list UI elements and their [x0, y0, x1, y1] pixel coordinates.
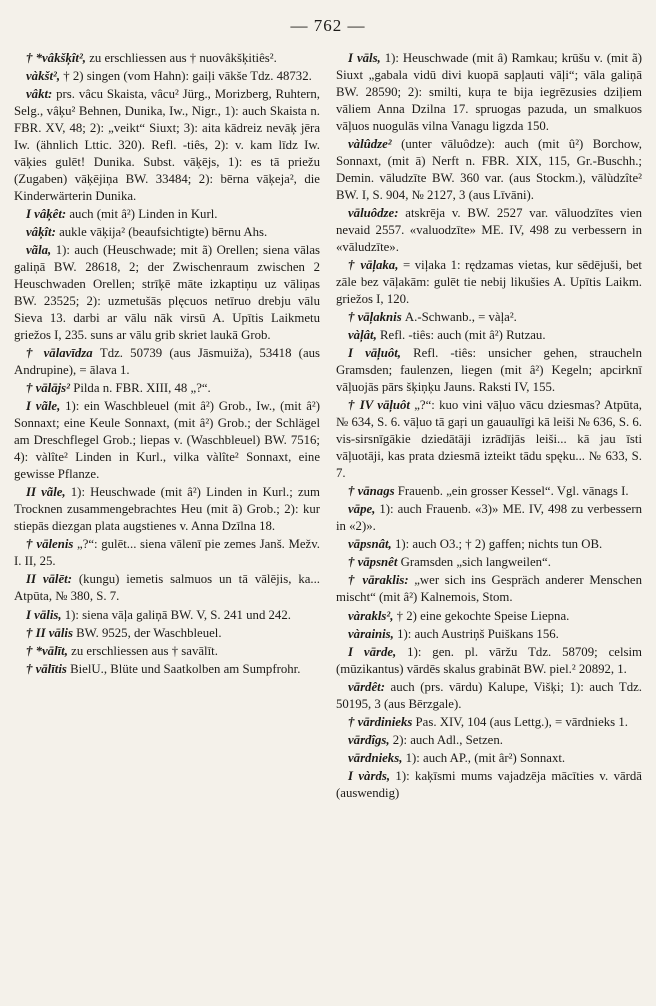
dictionary-entry [14, 242, 320, 344]
dictionary-entry [14, 345, 320, 379]
dictionary-entry [336, 536, 642, 553]
dictionary-entry [14, 224, 320, 241]
entry-text: „?“: gulēt... siena vālenī pie zemes Janš. Mežv. I. II, 25. [14, 537, 320, 569]
entry-headword: † vāpsnêt [348, 555, 401, 570]
dictionary-entry [14, 86, 320, 205]
dictionary-entry [14, 625, 320, 642]
dictionary-entry [336, 679, 642, 713]
dictionary-entry [336, 626, 642, 643]
entry-headword: vārdêt: [348, 679, 391, 694]
entry-text: 1): kaķīsmi mums vajadzēja mācīties v. vārdā (auswendig) [336, 768, 642, 800]
entry-headword: I vāļuôt, [348, 346, 414, 361]
entry-text: zu erschliessen aus † nuovâkšķitiês². [89, 51, 277, 65]
dictionary-entry [336, 397, 642, 482]
dictionary-entry [336, 608, 642, 625]
entry-text: A.-Schwanb., = vàļa². [404, 310, 517, 325]
entry-headword: † vāraklis: [348, 573, 415, 588]
dictionary-entry [336, 501, 642, 535]
dictionary-entry [14, 68, 320, 85]
entry-headword: † II vālis [26, 625, 77, 640]
entry-headword: † vārdinieks [348, 714, 416, 729]
entry-headword: vàrakls², [348, 608, 397, 623]
entry-text: „?“: kuo vini vāļuo vācu dziesmas? Atpūta, № 634, S. 6. vāļuo tā gaŗi un gauaulīgi kā leiši № 636, S. 6. vis-sirsnīgākie dziedātāji izrādījās leiši... kā jau īsti vāļuotāji, kas prata dziesmā izteikt tādu spęku... № 633, S. 7. [336, 398, 642, 481]
entry-text: 1): Heuschwade (mit â) Ramkau; krūšu v. (mit ã) Siuxt „gabala vidū divi kuopā sapļauti vāļi“; vāla galiņā BW. 28590; 2): smilti, kuŗa te bija iegrēzusies dziļiem vāliem Anna Dzilna 17. spruogas pazuda, un smalkuos vāļuos nuogulās vilna Vanagu ligzda 150. [336, 51, 642, 134]
entry-text: atskrēja v. BW. 2527 var. vāluodzītes vien nevaid 2557. «valuodzīte» ME. IV, 498 zu verbessern in «vāludzīte». [336, 206, 642, 255]
entry-headword: vārdnieks, [348, 750, 406, 765]
dictionary-entry [336, 136, 642, 204]
entry-headword: I vàrds, [348, 768, 396, 783]
entry-headword: † *vâkšķît², [26, 51, 90, 65]
entry-text: 1): gen. pl. vāržu Tdz. 58709; celsim (mūzikantus) vārdēs skalus grabināt BW. piel.² 20892, 1. [336, 644, 642, 676]
entry-headword: vàļât, [348, 328, 380, 343]
entry-text: (kungu) iemetis salmuos un tā vālējis, ka... Atpūta, № 380, S. 7. [14, 572, 320, 604]
dictionary-entry [336, 750, 642, 767]
entry-text: 1): auch AP., (mit âr²) Sonnaxt. [405, 750, 566, 765]
entry-headword: vāpe, [348, 502, 380, 517]
entry-text: Gramsden „sich langweilen“. [400, 555, 551, 570]
entry-text: = viļaka 1: rędzamas vietas, kur sēdējuši, bet zāle bez vāļakām: gulēt tie nebij likušies A. Upītis Laikm. griežos I, 120. [336, 258, 642, 307]
entry-headword: vāluôdze: [348, 206, 406, 221]
entry-text: Pilda n. FBR. XIII, 48 „?“. [73, 381, 211, 396]
entry-headword: I vāls, [348, 51, 385, 65]
entry-headword: I vâķêt: [26, 207, 70, 222]
dictionary-entry [336, 345, 642, 396]
entry-text: BW. 9525, der Waschbleuel. [76, 625, 222, 640]
entry-text: Tdz. 50739 (aus Jāsmuiža), 53418 (aus Andrupine), = ālava 1. [14, 346, 320, 378]
entry-headword: † vālītis [26, 661, 71, 676]
entry-headword: II vālēt: [26, 572, 79, 587]
entry-headword: † vāļaka, [348, 258, 403, 273]
entry-text: 2): auch Adl., Setzen. [392, 732, 503, 747]
entry-headword: I vārde, [348, 644, 408, 659]
entry-headword: vàlûdze² [348, 137, 402, 152]
dictionary-entry [14, 571, 320, 605]
dictionary-entry [14, 206, 320, 223]
entry-text: (unter vāluôdze): auch (mit û²) Borchow, Sonnaxt, (mit ā) Nerft n. FBR. XIX, 115, Gr.-Buschh.; Demin. vāludzīte BW. 360 var. (aus Stockm.), vālùdzîte² BW. I, S. 904, № 2127, 3 (aus Līvāni). [336, 137, 642, 203]
dictionary-entry [14, 643, 320, 660]
entry-text: 1): Heuschwade (mit â²) Linden in Kurl.; zum Trocknen zusammengebrachtes Heu (mit ã) Grob.; 2): kur stiepās diezgan plata augstienes v. Anna Dzīlna 18. [14, 485, 320, 534]
entry-headword: vâķît: [26, 225, 60, 240]
dictionary-entry [14, 398, 320, 483]
entry-text: 1): auch Frauenb. «3)» ME. IV, 498 zu verbessern in «2)». [336, 502, 642, 534]
entry-headword: vàkšt², [26, 69, 64, 84]
entry-headword: vārdîgs, [348, 732, 393, 747]
entry-headword: I vãle, [26, 399, 66, 414]
entry-text: 1): ein Waschbleuel (mit â²) Grob., Iw., (mit â²) Sonnaxt; eine Keule Sonnaxt, (mit â²) Grob.; der Schlägel am Dreschflegel Grob.; liepas v. (Waschbleuel) BW. 7516; 4): vàlîte² Linden in Kurl., vilka vàlîte² Sonnaxt, eine gewisse Pflanze. [14, 399, 320, 482]
right-column [336, 50, 642, 803]
dictionary-entry [336, 257, 642, 308]
dictionary-entry [336, 768, 642, 802]
dictionary-entry [14, 536, 320, 570]
entry-headword: † vālājs² [26, 381, 74, 396]
entry-headword: vāpsnât, [348, 537, 395, 552]
entry-headword: † vālavīdza [26, 346, 100, 361]
entry-text: 1): auch (Heuschwade; mit ã) Orellen; siena vālas galiņā BW. 28618, 2; der Zwischenraum zwischen 2 Heuschwaden Orellen; strīķē māte izkaptiņu uz vāliņas BW. 23525; 2): uzmetušās plęcuos netīruo drebju vālu Sieva 13. darbi ar vālu nāk virsū A. Upītis Laikmetu griežos I, 235. suns ar vālu grib skriet laukā Grob. [14, 243, 321, 343]
entry-text: BielU., Blüte und Saatkolben am Sumpfrohr. [70, 661, 301, 676]
entry-headword: vâkt: [26, 87, 57, 102]
columns [14, 50, 642, 803]
dictionary-entry [336, 50, 642, 135]
entry-headword: vàrainis, [348, 626, 398, 641]
entry-text: Refl. -tiês: unsicher gehen, straucheln Gramsden; faulenzen, liegen (mit â²) Kegeln; apcirknī vāļuojās pārs šķiņķu Jauns. Raksti IV, 155. [336, 346, 642, 395]
dictionary-entry [14, 607, 320, 624]
dictionary-entry [14, 661, 320, 678]
entry-headword: † *vālīt, [26, 643, 72, 658]
entry-headword: † vānags [348, 484, 398, 499]
entry-text: 1): auch Austriņš Puiškans 156. [397, 626, 559, 641]
entry-headword: I vālis, [26, 607, 65, 622]
entry-text: Refl. -tiês: auch (mit â²) Rutzau. [380, 328, 546, 343]
entry-text: 1): siena vāļa galiņā BW. V, S. 241 und 242. [64, 607, 291, 622]
entry-text: Pas. XIV, 104 (aus Lettg.), = vārdnieks 1. [415, 714, 628, 729]
entry-text: aukle vāķija² (beaufsichtigte) bērnu Ahs. [59, 225, 268, 240]
entry-headword: † IV vāļuôt [348, 398, 415, 413]
dictionary-entry [14, 484, 320, 535]
entry-text: prs. vâcu Skaista, vâcu² Jürg., Morizberg, Ruhtern, Selg., vâķu² Behnen, Dunika, Iw., Nigr., 1): auch Skaista n. FBR. XV, 48; 2): „veikt“ Siuxt; 3): aita kādreiz nevāķ jēra Iw. (ähnlich Lttic. 320). Refl. -tiês, 2): v. kam līdz Iw. vāķies gulēt! Dunika. Subst. vāķējs, 1): es tā priežu (Zugaben) vāķējiņa BW. 33484; 2): bērna vāķeja², die Kinderwärterin Dunika. [14, 87, 320, 204]
entry-text: auch (prs. vārdu) Kalupe, Višķi; 1): auch Tdz. 50195, 3 (aus Bērzgale). [336, 679, 642, 711]
dictionary-entry [336, 644, 642, 678]
entry-text: † 2) singen (vom Hahn): gaiļi vākše Tdz. 48732. [63, 69, 312, 84]
dictionary-entry [14, 50, 320, 67]
entry-headword: † vāļaknis [348, 310, 405, 325]
entry-text: 1): auch O3.; † 2) gaffen; nichts tun OB. [394, 537, 603, 552]
entry-text: auch (mit â²) Linden in Kurl. [69, 207, 218, 222]
page-number: — 762 — [290, 16, 366, 35]
entry-text: zu erschliessen aus † savālīt. [71, 643, 218, 658]
entry-headword: vãla, [26, 243, 56, 258]
dictionary-entry [336, 309, 642, 326]
entry-text: „wer sich ins Gespräch anderer Menschen mischt“ (mit â²) Kalnemois, Stom. [336, 573, 642, 605]
dictionary-entry [336, 732, 642, 749]
dictionary-entry [336, 572, 642, 606]
left-column [14, 50, 320, 803]
dictionary-entry [336, 327, 642, 344]
dictionary-entry [336, 205, 642, 256]
entry-headword: II vãle, [26, 485, 71, 500]
entry-text: Frauenb. „ein grosser Kessel“. Vgl. vānags I. [397, 484, 629, 499]
entry-text: † 2) eine gekochte Speise Liepna. [396, 608, 570, 623]
entry-headword: † vālenis [26, 537, 78, 552]
dictionary-entry [14, 380, 320, 397]
dictionary-entry [336, 483, 642, 500]
dictionary-entry [336, 554, 642, 571]
dictionary-entry [336, 714, 642, 731]
